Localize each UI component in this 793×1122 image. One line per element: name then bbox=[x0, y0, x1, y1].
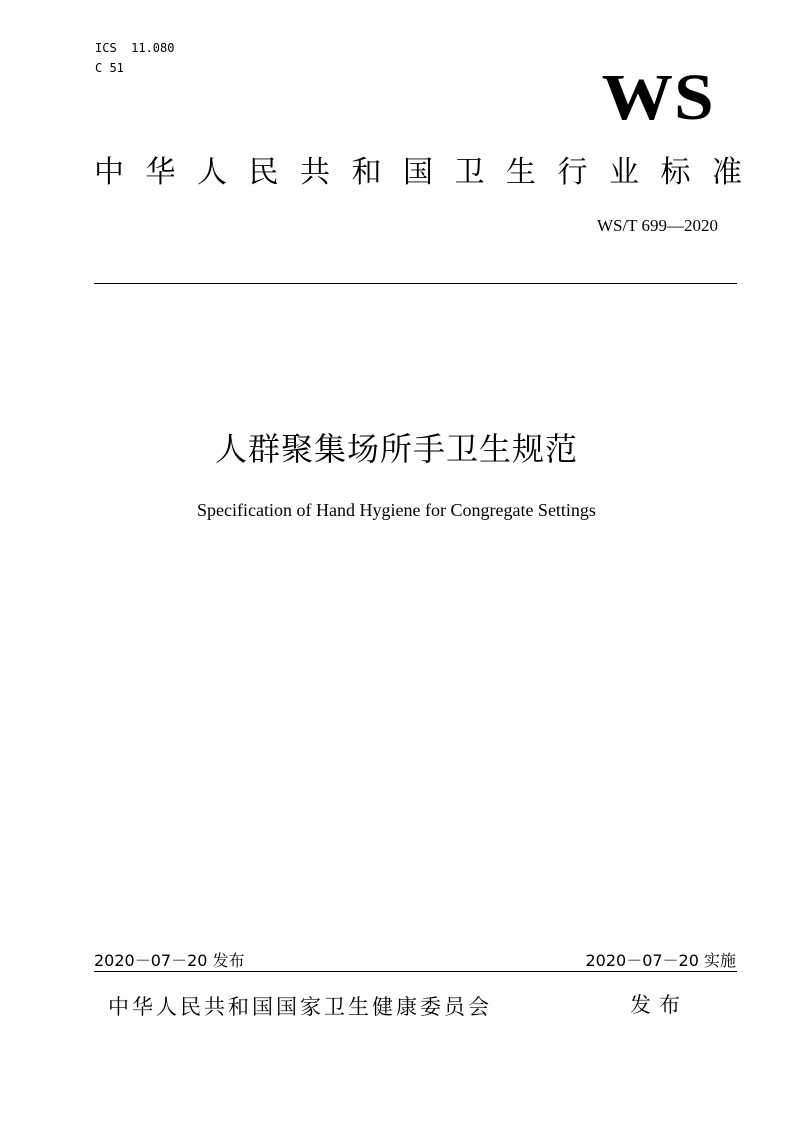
publish-label: 发布 bbox=[630, 993, 688, 1017]
ws-logo: WS bbox=[601, 61, 715, 134]
footer-divider bbox=[94, 971, 737, 972]
standard-type-char: 中 bbox=[94, 155, 124, 190]
standard-number: WS/T 699—2020 bbox=[596, 216, 718, 235]
implementation-date: 2020－07－20 实施 bbox=[585, 951, 736, 970]
standard-type-heading bbox=[94, 154, 742, 192]
issue-date: 2020－07－20 发布 bbox=[94, 951, 245, 970]
standard-type-char: 标 bbox=[660, 155, 691, 190]
standard-type-char: 华 bbox=[145, 155, 176, 190]
standard-type-char: 卫 bbox=[454, 155, 485, 190]
ics-code: ICS 11.080 bbox=[95, 41, 175, 55]
document-title-english: Specification of Hand Hygiene for Congregate Settings bbox=[197, 500, 596, 520]
publisher-name: 中华人民共和国国家卫生健康委员会 bbox=[108, 995, 492, 1019]
standard-type-char: 准 bbox=[712, 155, 742, 190]
standard-type-char: 国 bbox=[403, 155, 433, 190]
standard-type-char: 民 bbox=[248, 155, 279, 190]
standard-type-char: 共 bbox=[300, 155, 330, 190]
document-title-chinese: 人群聚集场所手卫生规范 bbox=[214, 430, 578, 468]
standard-type-char: 生 bbox=[506, 155, 536, 190]
standard-type-char: 和 bbox=[351, 155, 382, 190]
ccs-code: C 51 bbox=[95, 61, 124, 75]
standard-type-char: 人 bbox=[197, 155, 227, 190]
standard-type-char: 业 bbox=[609, 155, 639, 190]
standard-type-char: 行 bbox=[557, 155, 588, 190]
header-divider bbox=[94, 283, 737, 284]
